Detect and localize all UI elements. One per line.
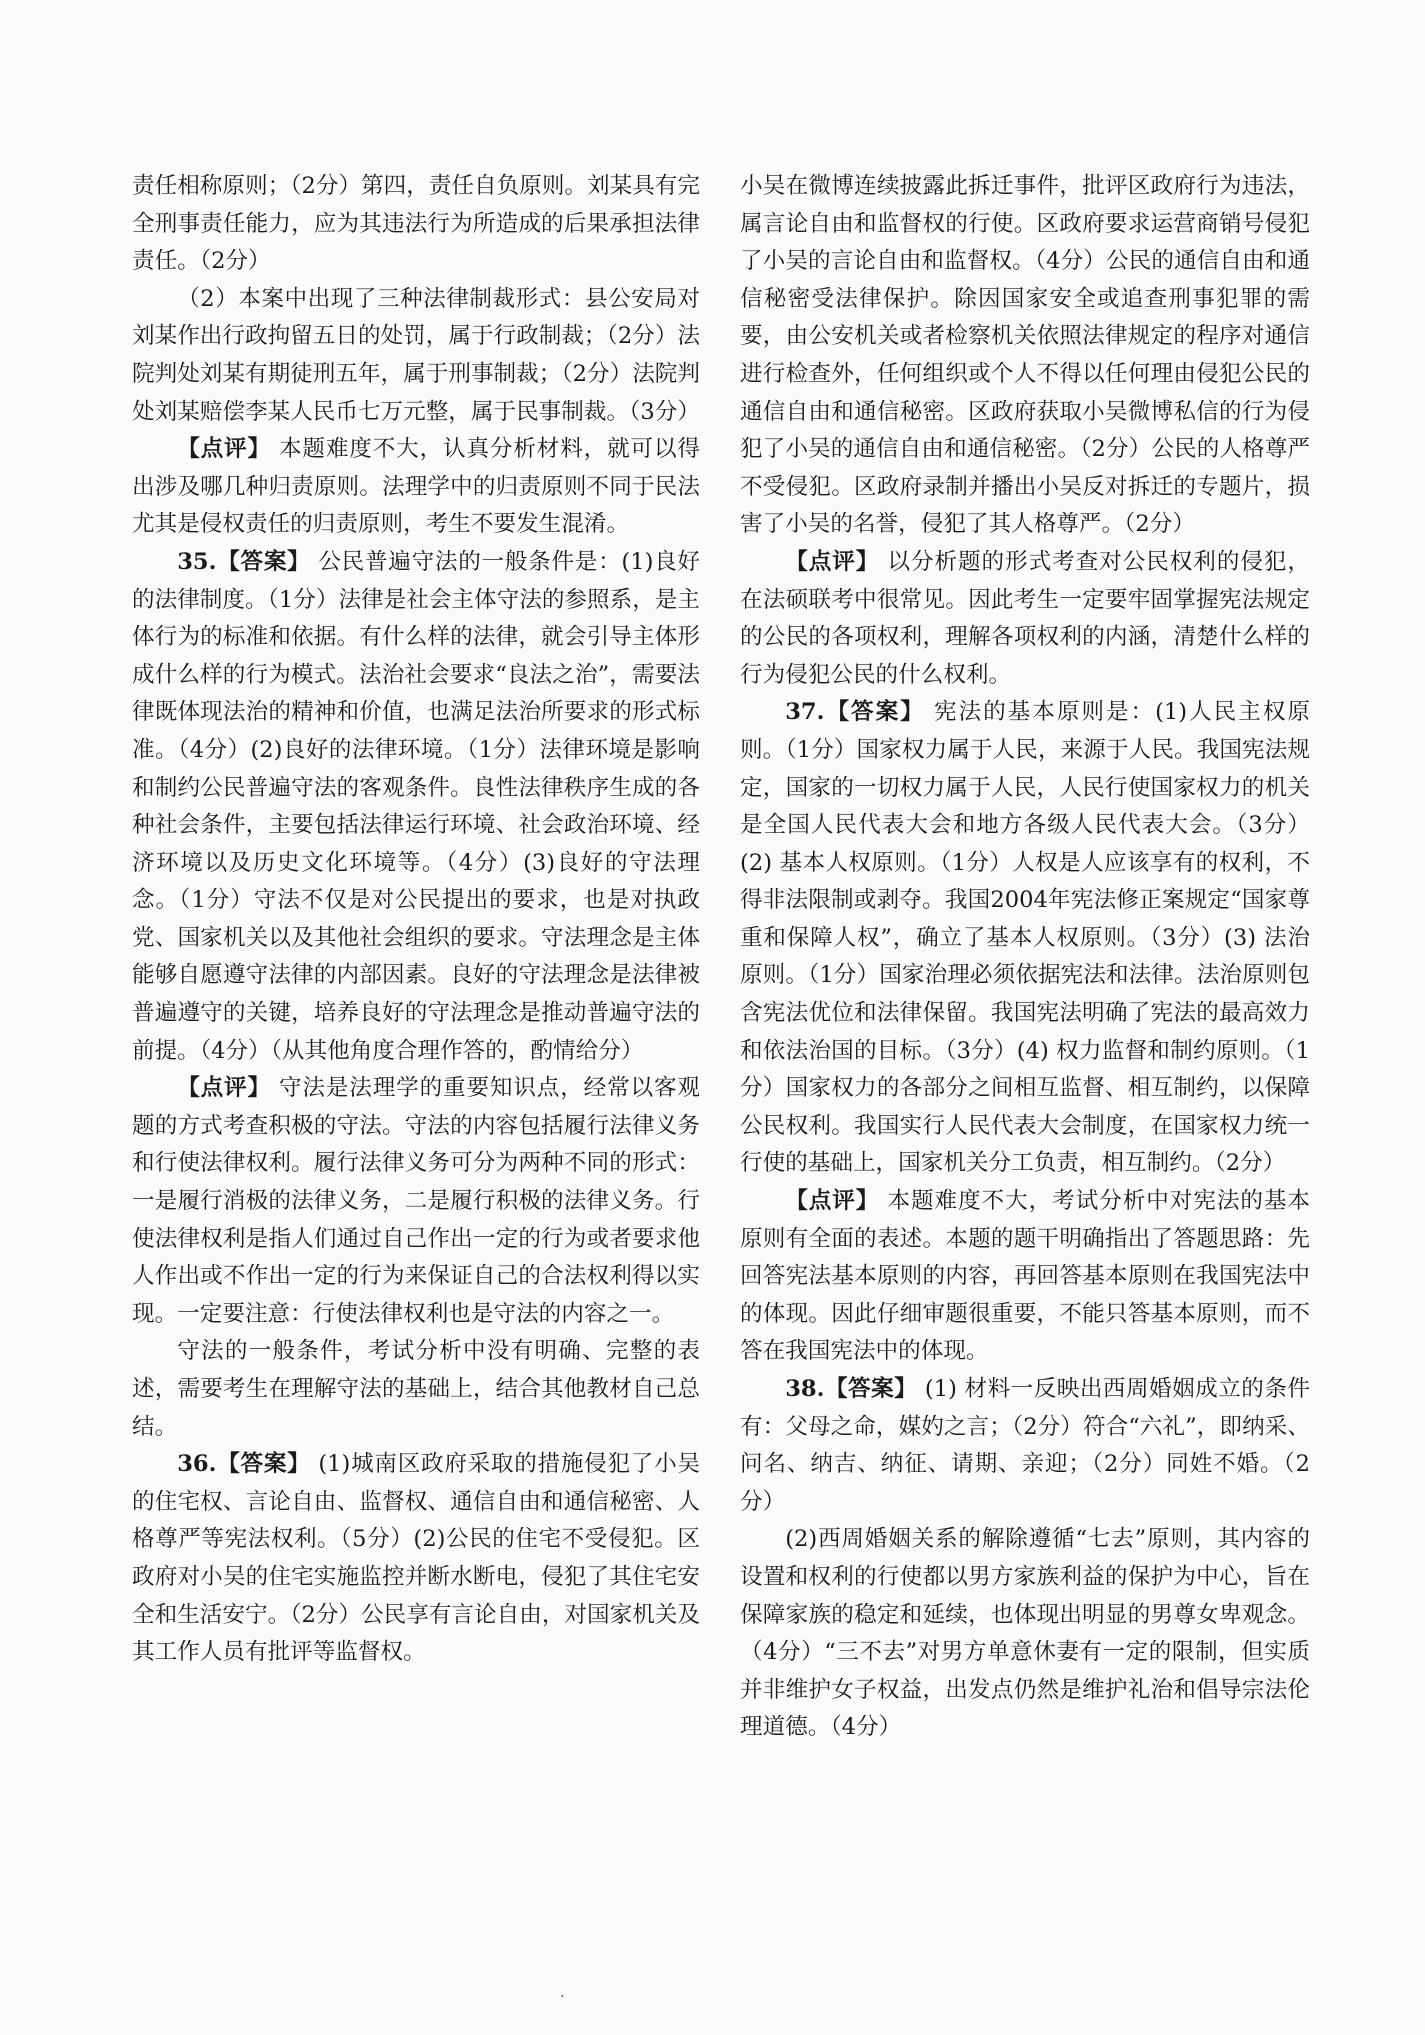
answer-tag: 【答案】 <box>824 699 925 726</box>
page-mark: . <box>560 1985 565 2001</box>
paragraph: (2)西周婚姻关系的解除遵循“七去”原则，其内容的设置和权利的行使都以男方家族利益的保护为中心，旨在保障家族的稳定和延续，也体现出明显的男尊女卑观念。（4分）“三不去”对男方单意休妻有一定的限制，但实质并非维护女子权益，出发点仍然是维护礼治和倡导宗法伦理道德。（4分） <box>740 1526 1310 1741</box>
answer-tag: 【答案】 <box>216 548 311 575</box>
paragraph: 责任相称原则；（2分）第四，责任自负原则。刘某具有完全刑事责任能力，应为其违法行为所造成的后果承担法律责任。（2分） <box>132 173 700 275</box>
answer-36 <box>132 1446 700 1672</box>
answer-text: (1) 材料一反映出西周婚姻成立的条件有：父母之命，媒妁之言；（2分）符合“六礼”，即纳采、问名、纳吉、纳征、请期、亲迎；（2分）同姓不婚。（2分） <box>740 1376 1310 1515</box>
comment-paragraph <box>132 431 700 544</box>
answer-text: 公民普遍守法的一般条件是：(1)良好的法律制度。（1分）法律是社会主体守法的参照系，是主体行为的标准和依据。有什么样的法律，就会引导主体形成什么样的行为模式。法治社会要求“良法之治”，需要法律既体现法治的精神和价值，也满足法治所要求的形式标准。（4分）(2)良好的法律环境。（1分）法律环境是影响和制约公民普遍守法的客观条件。良性法律秩序生成的各种社会条件，主要包括法律运行环境、社会政治环境、经济环境以及历史文化环境等。（4分）(3)良好的守法理念。（1分）守法不仅是对公民提出的要求，也是对执政党、国家机关以及其他社会组织的要求。守法理念是主体能够自愿遵守法律的内部因素。良好的守法理念是法律被普遍遵守的关键，培养良好的守法理念是推动普遍守法的前提。（4分）（从其他角度合理作答的，酌情给分） <box>132 548 700 1064</box>
paragraph: 守法的一般条件，考试分析中没有明确、完整的表述，需要考生在理解守法的基础上，结合其他教材自己总结。 <box>132 1338 700 1440</box>
comment-text: 本题难度不大，考试分析中对宪法的基本原则有全面的表述。本题的题干明确指出了答题思路：先回答宪法基本原则的内容，再回答基本原则在我国宪法中的体现。因此仔细审题很重要，不能只答基本原则，而不答在我国宪法中的体现。 <box>740 1188 1311 1365</box>
comment-tag: 【点评】 <box>177 1075 271 1102</box>
question-number: 36. <box>177 1451 217 1478</box>
answer-tag: 【答案】 <box>824 1376 918 1402</box>
comment-text: 本题难度不大，认真分析材料，就可以得出涉及哪几种归责原则。法理学中的归责原则不同于民法尤其是侵权责任的归责原则，考生不要发生混淆。 <box>132 436 700 538</box>
answer-text: 宪法的基本原则是：(1)人民主权原则。（1分）国家权力属于人民，来源于人民。我国宪法规定，国家的一切权力属于人民，人民行使国家权力的机关是全国人民代表大会和地方各级人民代表大会。（3分）(2) 基本人权原则。（1分）人权是人应该享有的权利，不得非法限制或剥夺。我国2004年宪法修正案规定“国家尊重和保障人权”，确立了基本人权原则。（3分）(3) 法治原则。（1分）国家治理必须依据宪法和法律。法治原则包含宪法优位和法律保留。我国宪法明确了宪法的最高效力和依法治国的目标。（3分）(4) 权力监督和制约原则。（1分）国家权力的各部分之间相互监督、相互制约，以保障公民权利。我国实行人民代表大会制度，在国家权力统一行使的基础上，国家机关分工负责，相互制约。（2分） <box>740 699 1310 1177</box>
left-column <box>132 168 700 1672</box>
comment-tag: 【点评】 <box>177 436 271 463</box>
answer-35 <box>132 544 700 1070</box>
comment-text: 守法是法理学的重要知识点，经常以客观题的方式考查积极的守法。守法的内容包括履行法律义务和行使法律权利。履行法律义务可分为两种不同的形式：一是履行消极的法律义务，二是履行积极的法律义务。行使法律权利是指人们通过自己作出一定的行为或者要求他人作出或不作出一定的行为来保证自己的合法权利得以实现。一定要注意：行使法律权利也是守法的内容之一。 <box>132 1075 700 1327</box>
answer-37 <box>740 694 1310 1183</box>
answer-38 <box>740 1371 1310 1521</box>
comment-tag: 【点评】 <box>785 548 880 575</box>
question-number: 37. <box>785 699 825 726</box>
paragraph: 小吴在微博连续披露此拆迁事件，批评区政府行为违法，属言论自由和监督权的行使。区政府要求运营商销号侵犯了小吴的言论自由和监督权。（4分）公民的通信自由和通信秘密受法律保护。除因国家安全或追查刑事犯罪的需要，由公安机关或者检察机关依照法律规定的程序对通信进行检查外，任何组织或个人不得以任何理由侵犯公民的通信自由和通信秘密。区政府获取小吴微博私信的行为侵犯了小吴的通信自由和通信秘密。（2分）公民的人格尊严不受侵犯。区政府录制并播出小吴反对拆迁的专题片，损害了小吴的名誉，侵犯了其人格尊严。（2分） <box>740 173 1310 538</box>
comment-text: 以分析题的形式考查对公民权利的侵犯，在法硕联考中很常见。因此考生一定要牢固掌握宪法规定的公民的各项权利，理解各项权利的内涵，清楚什么样的行为侵犯公民的什么权利。 <box>740 548 1311 688</box>
comment-paragraph <box>132 1070 700 1333</box>
comment-tag: 【点评】 <box>785 1188 880 1215</box>
comment-paragraph <box>740 1183 1310 1371</box>
question-number: 35. <box>177 548 217 575</box>
right-column <box>740 168 1310 1747</box>
answer-text: (1)城南区政府采取的措施侵犯了小吴的住宅权、言论自由、监督权、通信自由和通信秘密、人格尊严等宪法权利。（5分）(2)公民的住宅不受侵犯。区政府对小吴的住宅实施监控并断水断电，侵犯了其住宅安全和生活安宁。（2分）公民享有言论自由，对国家机关及其工作人员有批评等监督权。 <box>132 1451 700 1666</box>
comment-paragraph <box>740 544 1310 694</box>
question-number: 38. <box>785 1376 825 1402</box>
answer-tag: 【答案】 <box>216 1451 311 1478</box>
paragraph: （2）本案中出现了三种法律制裁形式：县公安局对刘某作出行政拘留五日的处罚，属于行政制裁；（2分）法院判处刘某有期徒刑五年，属于刑事制裁；（2分）法院判处刘某赔偿李某人民币七万元整，属于民事制裁。（3分） <box>132 285 700 425</box>
